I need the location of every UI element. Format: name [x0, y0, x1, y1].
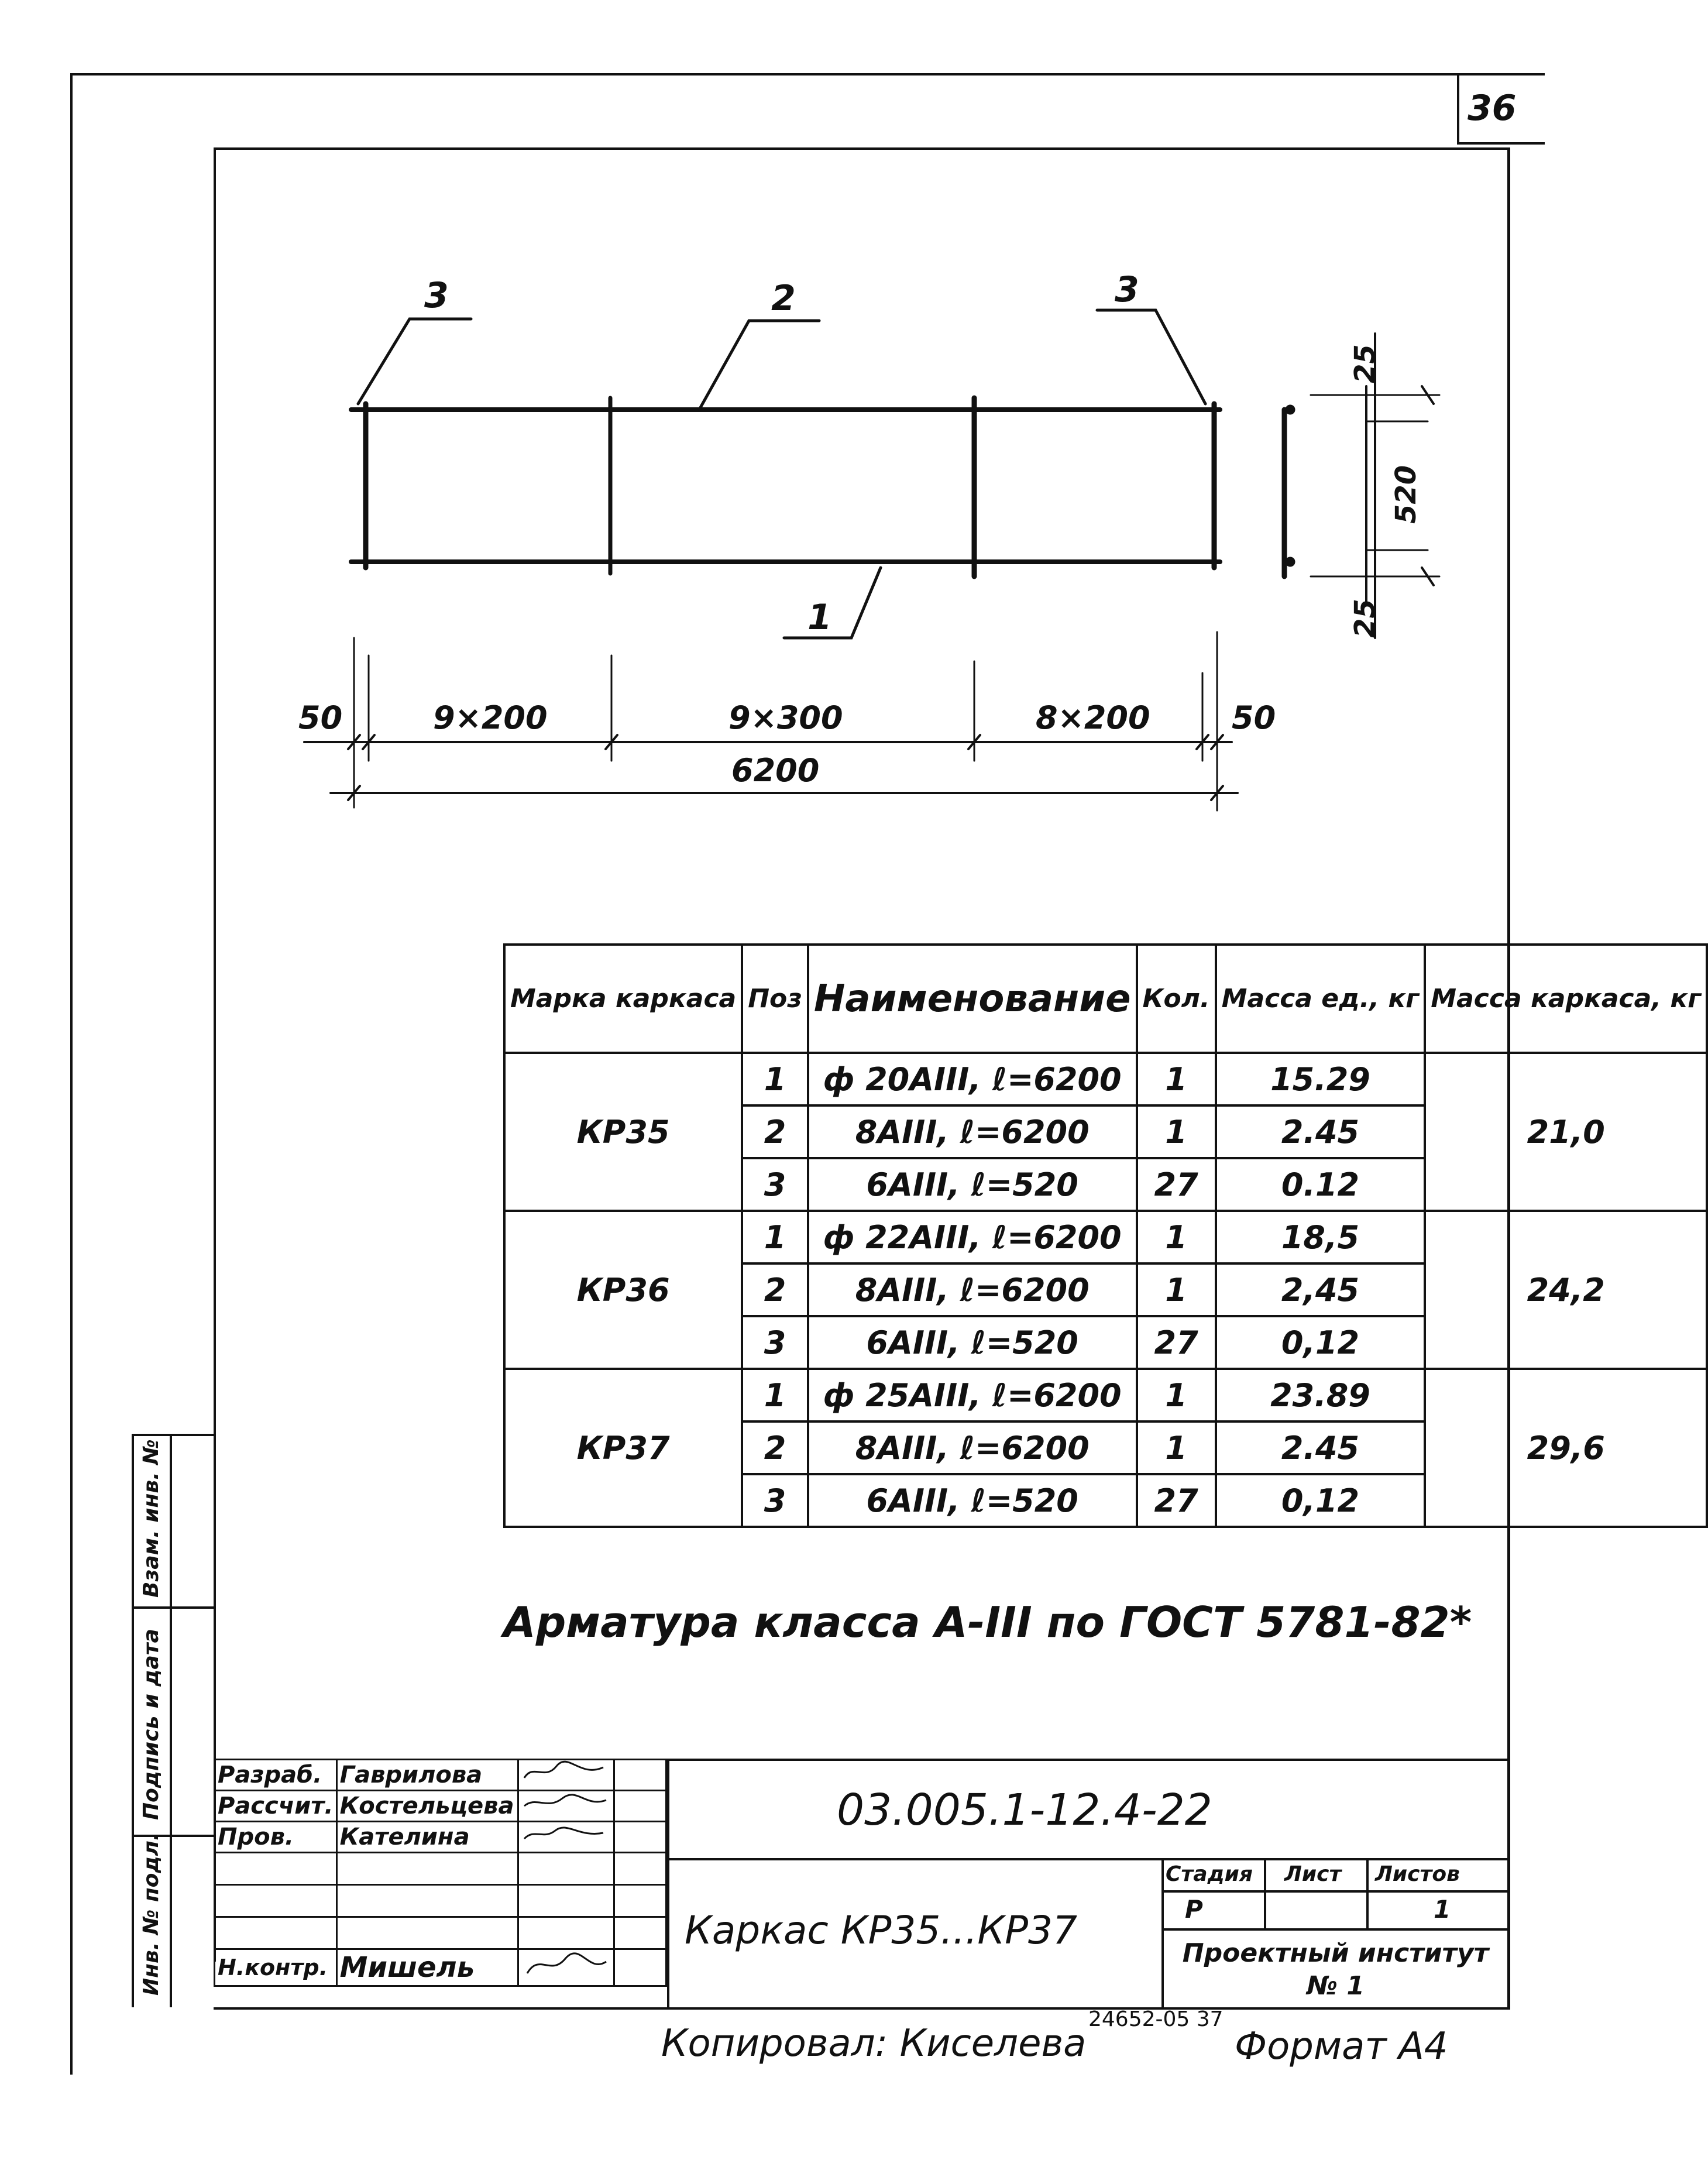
qty-cell: 1: [1137, 1263, 1216, 1316]
tb-stage-v2: [1366, 1858, 1369, 1928]
side-label-inv-swap: Взам. инв. №: [139, 1439, 163, 1598]
mass-cell: 2,45: [1216, 1263, 1425, 1316]
leader-3-right: [1097, 310, 1205, 404]
name-cell: 8АIII, ℓ=6200: [808, 1263, 1137, 1316]
name-cell: 6АIII, ℓ=520: [808, 1158, 1137, 1211]
role-cell: Пров.: [215, 1822, 337, 1853]
mass-cell: 0.12: [1216, 1158, 1425, 1211]
role-cell: [215, 1885, 337, 1917]
hdr-unit-mass: Масса ед., кг: [1216, 945, 1425, 1053]
frame-mass-cell: 24,2: [1425, 1211, 1707, 1369]
signature-cell: [518, 1822, 614, 1853]
name-cell: ф 25АIII, ℓ=6200: [808, 1369, 1137, 1421]
sheet-format: Формат А4: [1235, 2025, 1448, 2068]
date-cell: [614, 1791, 666, 1822]
mark-cell: КР36: [504, 1211, 742, 1369]
side-strip-left: [132, 1434, 134, 2007]
name-cell: 8АIII, ℓ=6200: [808, 1105, 1137, 1158]
date-cell: [614, 1760, 666, 1791]
hdr-qty: Кол.: [1137, 945, 1216, 1053]
callout-3-right: 3: [1115, 269, 1139, 310]
mass-cell: 2.45: [1216, 1105, 1425, 1158]
side-strip-top: [132, 1434, 214, 1436]
frame-mass-cell: 21,0: [1425, 1053, 1707, 1211]
leader-1: [784, 568, 881, 638]
organization: Проектный институт № 1: [1182, 1938, 1489, 2001]
qty-cell: 1: [1137, 1105, 1216, 1158]
table-row: [504, 1211, 1707, 1263]
pos-cell: 1: [742, 1369, 808, 1421]
mass-cell: 2.45: [1216, 1421, 1425, 1474]
callout-3-left: 3: [424, 275, 449, 316]
name-cell: 6АIII, ℓ=520: [808, 1474, 1137, 1527]
name-cell: ф 22АIII, ℓ=6200: [808, 1211, 1137, 1263]
date-cell: [614, 1853, 666, 1885]
specification-table: [503, 943, 1708, 1528]
name-cell: [336, 1917, 518, 1949]
date-cell: [614, 1822, 666, 1853]
callout-1: 1: [807, 597, 832, 638]
tb-mid-h: [667, 1858, 1510, 1860]
signature-cell: [518, 1885, 614, 1917]
name-cell: 8АIII, ℓ=6200: [808, 1421, 1137, 1474]
tb-title-div: [1161, 1858, 1164, 2007]
sheet-number: 36: [1468, 88, 1517, 129]
leader-3-left: [358, 319, 471, 404]
archive-number: 24652-05 37: [1088, 2007, 1224, 2031]
side-strip-right: [170, 1434, 172, 2007]
qty-cell: 1: [1137, 1211, 1216, 1263]
title-block-personnel: [214, 1759, 667, 1987]
role-cell: Разраб.: [215, 1760, 337, 1791]
name-cell: Костельцева: [336, 1791, 518, 1822]
mass-cell: 23.89: [1216, 1369, 1425, 1421]
drawing-title: Каркас КР35...КР37: [685, 1908, 1077, 1953]
mass-cell: 0,12: [1216, 1474, 1425, 1527]
table-row: [504, 1369, 1707, 1421]
role-cell: [215, 1853, 337, 1885]
role-cell: [215, 1917, 337, 1949]
pos-cell: 2: [742, 1263, 808, 1316]
signature-cell: [518, 1949, 614, 1986]
role-cell: Н.контр.: [215, 1949, 337, 1986]
date-cell: [614, 1949, 666, 1986]
stage-value: Р: [1185, 1895, 1203, 1924]
name-cell: [336, 1853, 518, 1885]
leader-2: [699, 321, 819, 410]
name-cell: Кателина: [336, 1822, 518, 1853]
signature-cell: [518, 1760, 614, 1791]
tb-left: [667, 1759, 669, 2007]
qty-cell: 1: [1137, 1053, 1216, 1105]
signature-image: [521, 1760, 609, 1784]
tb-stage-v1: [1264, 1858, 1266, 1928]
dim-total: 6200: [731, 752, 820, 789]
signature-cell: [518, 1853, 614, 1885]
dim-seg2: 9×300: [728, 699, 843, 736]
signature-cell: [518, 1791, 614, 1822]
hdr-name: Наименование: [808, 945, 1137, 1053]
tb-stage-h1: [1161, 1890, 1510, 1893]
hdr-mark: Марка каркаса: [504, 945, 742, 1053]
qty-cell: 27: [1137, 1474, 1216, 1527]
signature-cell: [518, 1917, 614, 1949]
dim-seg3: 8×200: [1036, 699, 1150, 736]
mass-cell: 0,12: [1216, 1316, 1425, 1369]
tb-top: [667, 1759, 1510, 1761]
dim-side-bottom: 25: [1349, 599, 1381, 638]
role-cell: Рассчит.: [215, 1791, 337, 1822]
mass-cell: 18,5: [1216, 1211, 1425, 1263]
qty-cell: 27: [1137, 1316, 1216, 1369]
rebar-class-note: Арматура класса А-III по ГОСТ 5781-82*: [503, 1598, 1472, 1647]
side-label-sign-date: Подпись и дата: [139, 1629, 163, 1820]
sheets-label: Листов: [1375, 1862, 1460, 1886]
hdr-pos: Поз: [742, 945, 808, 1053]
pos-cell: 2: [742, 1105, 808, 1158]
sheets-value: 1: [1434, 1895, 1451, 1924]
table-row: [504, 1053, 1707, 1105]
pos-cell: 1: [742, 1211, 808, 1263]
date-cell: [614, 1917, 666, 1949]
name-cell: 6АIII, ℓ=520: [808, 1316, 1137, 1369]
pos-cell: 3: [742, 1474, 808, 1527]
name-cell: Гаврилова: [336, 1760, 518, 1791]
name-cell: [336, 1885, 518, 1917]
qty-cell: 1: [1137, 1421, 1216, 1474]
mark-cell: КР35: [504, 1053, 742, 1211]
dim-side-top: 25: [1349, 344, 1381, 383]
copied-by: Копировал: Киселева: [661, 2022, 1087, 2065]
mass-cell: 15.29: [1216, 1053, 1425, 1105]
dim-left-end: 50: [298, 699, 343, 736]
pos-cell: 3: [742, 1158, 808, 1211]
side-strip-div-1: [132, 1606, 214, 1609]
mark-cell: КР37: [504, 1369, 742, 1527]
pos-cell: 2: [742, 1421, 808, 1474]
qty-cell: 27: [1137, 1158, 1216, 1211]
pos-cell: 3: [742, 1316, 808, 1369]
qty-cell: 1: [1137, 1369, 1216, 1421]
dim-side-mid: 520: [1390, 465, 1422, 524]
sheet-label: Лист: [1284, 1862, 1342, 1886]
stage-label: Стадия: [1166, 1862, 1253, 1886]
name-cell: ф 20АIII, ℓ=6200: [808, 1053, 1137, 1105]
dim-seg1: 9×200: [433, 699, 548, 736]
signature-image: [521, 1791, 609, 1815]
dim-right-end: 50: [1232, 699, 1276, 736]
callout-2: 2: [771, 278, 796, 319]
doc-code: 03.005.1-12.4-22: [837, 1785, 1212, 1835]
name-cell: Мишель: [336, 1949, 518, 1986]
pos-cell: 1: [742, 1053, 808, 1105]
tb-stage-h2: [1161, 1928, 1510, 1931]
frame-mass-cell: 29,6: [1425, 1369, 1707, 1527]
side-label-inv-orig: Инв. № подл.: [139, 1832, 163, 1996]
hdr-frame-mass: Масса каркаса, кг: [1425, 945, 1707, 1053]
date-cell: [614, 1885, 666, 1917]
signature-image: [521, 1950, 609, 1979]
signature-image: [521, 1822, 609, 1846]
